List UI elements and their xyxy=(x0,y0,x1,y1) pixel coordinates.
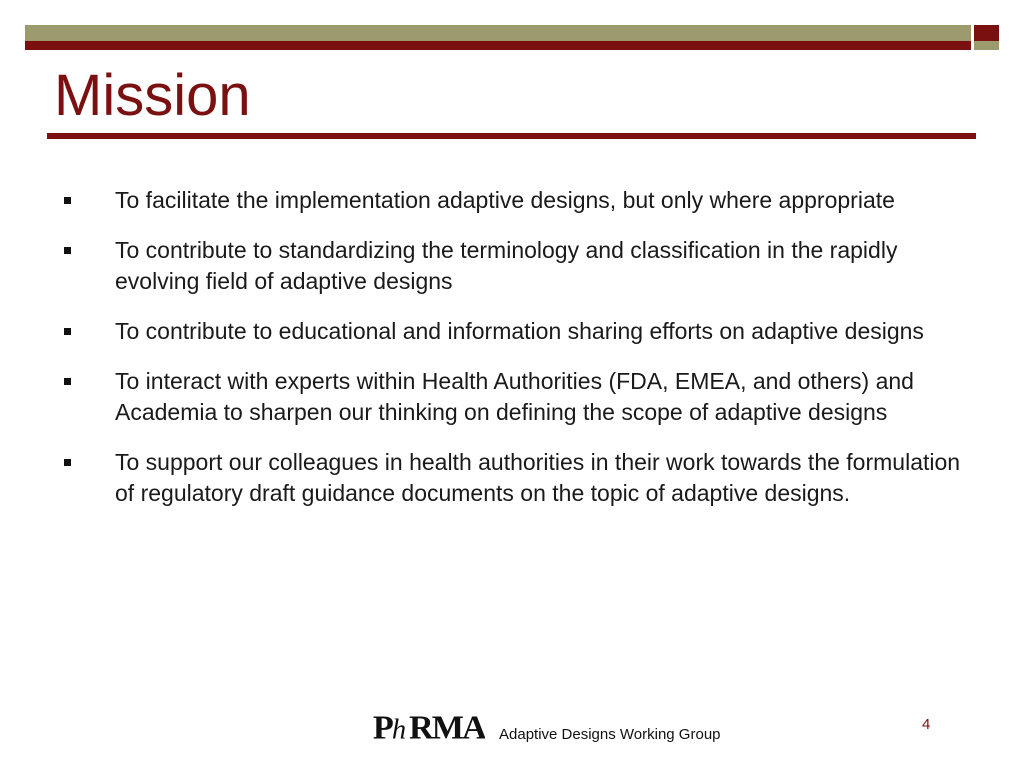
phrma-logo xyxy=(370,706,485,744)
svg-text:RMA: RMA xyxy=(408,709,485,744)
bullet-item-5 xyxy=(64,447,964,509)
header-band-maroon xyxy=(25,41,971,50)
bullet-item-3 xyxy=(64,316,964,347)
bullet-text: To contribute to standardizing the terminology and classification in the rapidly evolving field of adaptive designs xyxy=(115,237,898,294)
square-bullet-icon xyxy=(64,378,71,385)
bullet-text: To support our colleagues in health authorities in their work towards the formulation of regulatory draft guidance documents on the topic of adaptive designs. xyxy=(115,449,961,506)
bullet-item-2 xyxy=(64,235,964,297)
bullet-item-1 xyxy=(64,185,964,216)
bullet-item-4 xyxy=(64,366,964,428)
corner-block-olive xyxy=(974,41,999,50)
title-underline xyxy=(47,133,976,139)
bullet-text: To facilitate the implementation adaptive designs, but only where appropriate xyxy=(115,187,895,213)
bullet-list xyxy=(64,185,964,528)
slide-title: Mission xyxy=(54,63,251,128)
footer-group-name: Adaptive Designs Working Group xyxy=(499,726,721,743)
bullet-text: To interact with experts within Health Authorities (FDA, EMEA, and others) and Academia to sharpen our thinking on defining the scope of adaptive designs xyxy=(115,368,914,425)
bullet-text: To contribute to educational and information sharing efforts on adaptive designs xyxy=(115,318,924,344)
corner-block-maroon xyxy=(974,25,999,41)
svg-text:h: h xyxy=(391,714,407,744)
svg-text:P: P xyxy=(372,709,392,744)
square-bullet-icon xyxy=(64,328,71,335)
page-number: 4 xyxy=(922,716,931,733)
square-bullet-icon xyxy=(64,197,71,204)
square-bullet-icon xyxy=(64,459,71,466)
header-band-olive xyxy=(25,25,971,41)
square-bullet-icon xyxy=(64,247,71,254)
